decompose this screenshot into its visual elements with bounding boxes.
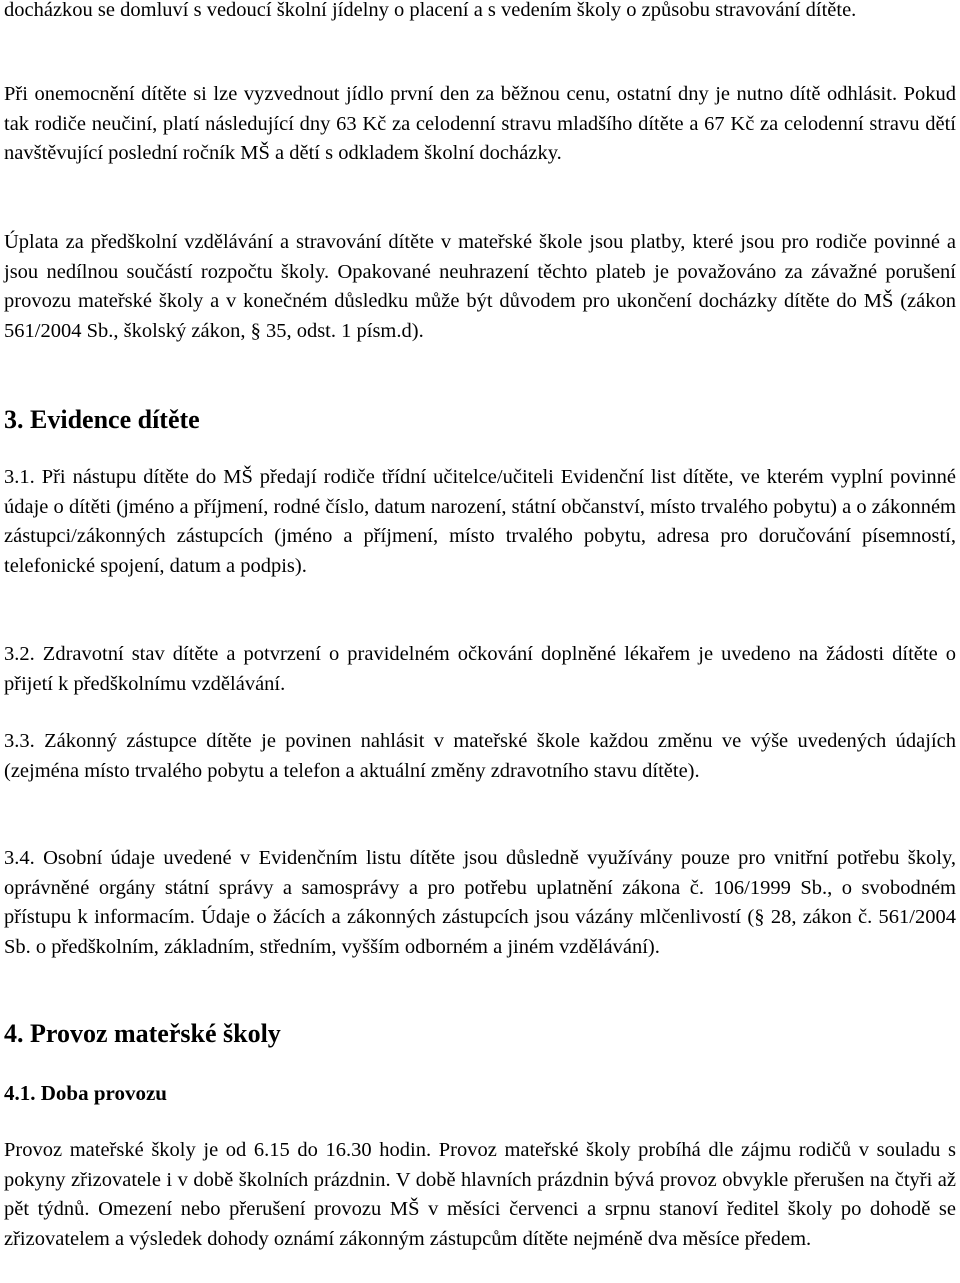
heading-evidence: 3. Evidence dítěte xyxy=(4,405,200,434)
paragraph-3-2: 3.2. Zdravotní stav dítěte a potvrzení o pravidelném očkování doplněné lékařem je uvedeno na žádosti dítěte o přijetí k předškolnímu vzdělávání. xyxy=(4,643,956,695)
heading-provoz: 4. Provoz mateřské školy xyxy=(4,1019,281,1048)
paragraph-meal-arrangement: docházkou se domluví s vedoucí školní jídelny o placení a s vedením školy o způsobu stravování dítěte. xyxy=(4,0,857,21)
heading-doba-provozu: 4.1. Doba provozu xyxy=(4,1081,167,1105)
paragraph-doba-provozu: Provoz mateřské školy je od 6.15 do 16.30 hodin. Provoz mateřské školy probíhá dle zájmu rodičů v souladu s pokyny zřizovatele i v době školních prázdnin. V době hlavních prázdnin bývá provoz obvykle přerušen na čtyři až pět týdnů. Omezení nebo přerušení provozu MŠ v měsíci červenci a srpnu stanoví ředitel školy po dohodě se zřizovatelem a výsledek dohody oznámí zákonným zástupcům dítěte nejméně dva měsíce předem. xyxy=(4,1139,956,1250)
paragraph-payment-obligation: Úplata za předškolní vzdělávání a stravování dítěte v mateřské škole jsou platby, které jsou pro rodiče povinné a jsou nedílnou součástí rozpočtu školy. Opakované neuhrazení těchto plateb je považováno za závažné porušení provozu mateřské školy a v konečném důsledku může být důvodem pro ukončení docházky dítěte do MŠ (zákon 561/2004 Sb., školský zákon, § 35, odst. 1 písm.d). xyxy=(4,231,956,342)
paragraph-3-3: 3.3. Zákonný zástupce dítěte je povinen nahlásit v mateřské škole každou změnu ve výše uvedených údajích (zejména místo trvalého pobytu a telefon a aktuální změny zdravotního stavu dítěte). xyxy=(4,730,956,782)
paragraph-3-1: 3.1. Při nástupu dítěte do MŠ předají rodiče třídní učitelce/učiteli Evidenční list dítěte, ve kterém vyplní povinné údaje o dítěti (jméno a příjmení, rodné číslo, datum narození, státní občanství, místo trvalého pobytu) a o zákonném zástupci/zákonných zástupcích (jméno a příjmení, místo trvalého pobytu, adresa pro doručování písemností, telefonické spojení, datum a podpis). xyxy=(4,466,956,577)
paragraph-illness-meals: Při onemocnění dítěte si lze vyzvednout jídlo první den za běžnou cenu, ostatní dny je nutno dítě odhlásit. Pokud tak rodiče neučiní, platí následující dny 63 Kč za celodenní stravu mladšího dítěte a 67 Kč za celodenní stravu dětí navštěvující poslední ročník MŠ a dětí s odkladem školní docházky. xyxy=(4,83,956,164)
paragraph-3-4: 3.4. Osobní údaje uvedené v Evidenčním listu dítěte jsou důsledně využívány pouze pro vnitřní potřebu školy, oprávněné orgány státní správy a samosprávy a pro potřebu uplatnění zákona č. 106/1999 Sb., o svobodném přístupu k informacím. Údaje o žácích a zákonných zástupcích jsou vázány mlčenlivostí (§ 28, zákon č. 561/2004 Sb. o předškolním, základním, středním, vyšším odborném a jiném vzdělávání). xyxy=(4,847,956,958)
